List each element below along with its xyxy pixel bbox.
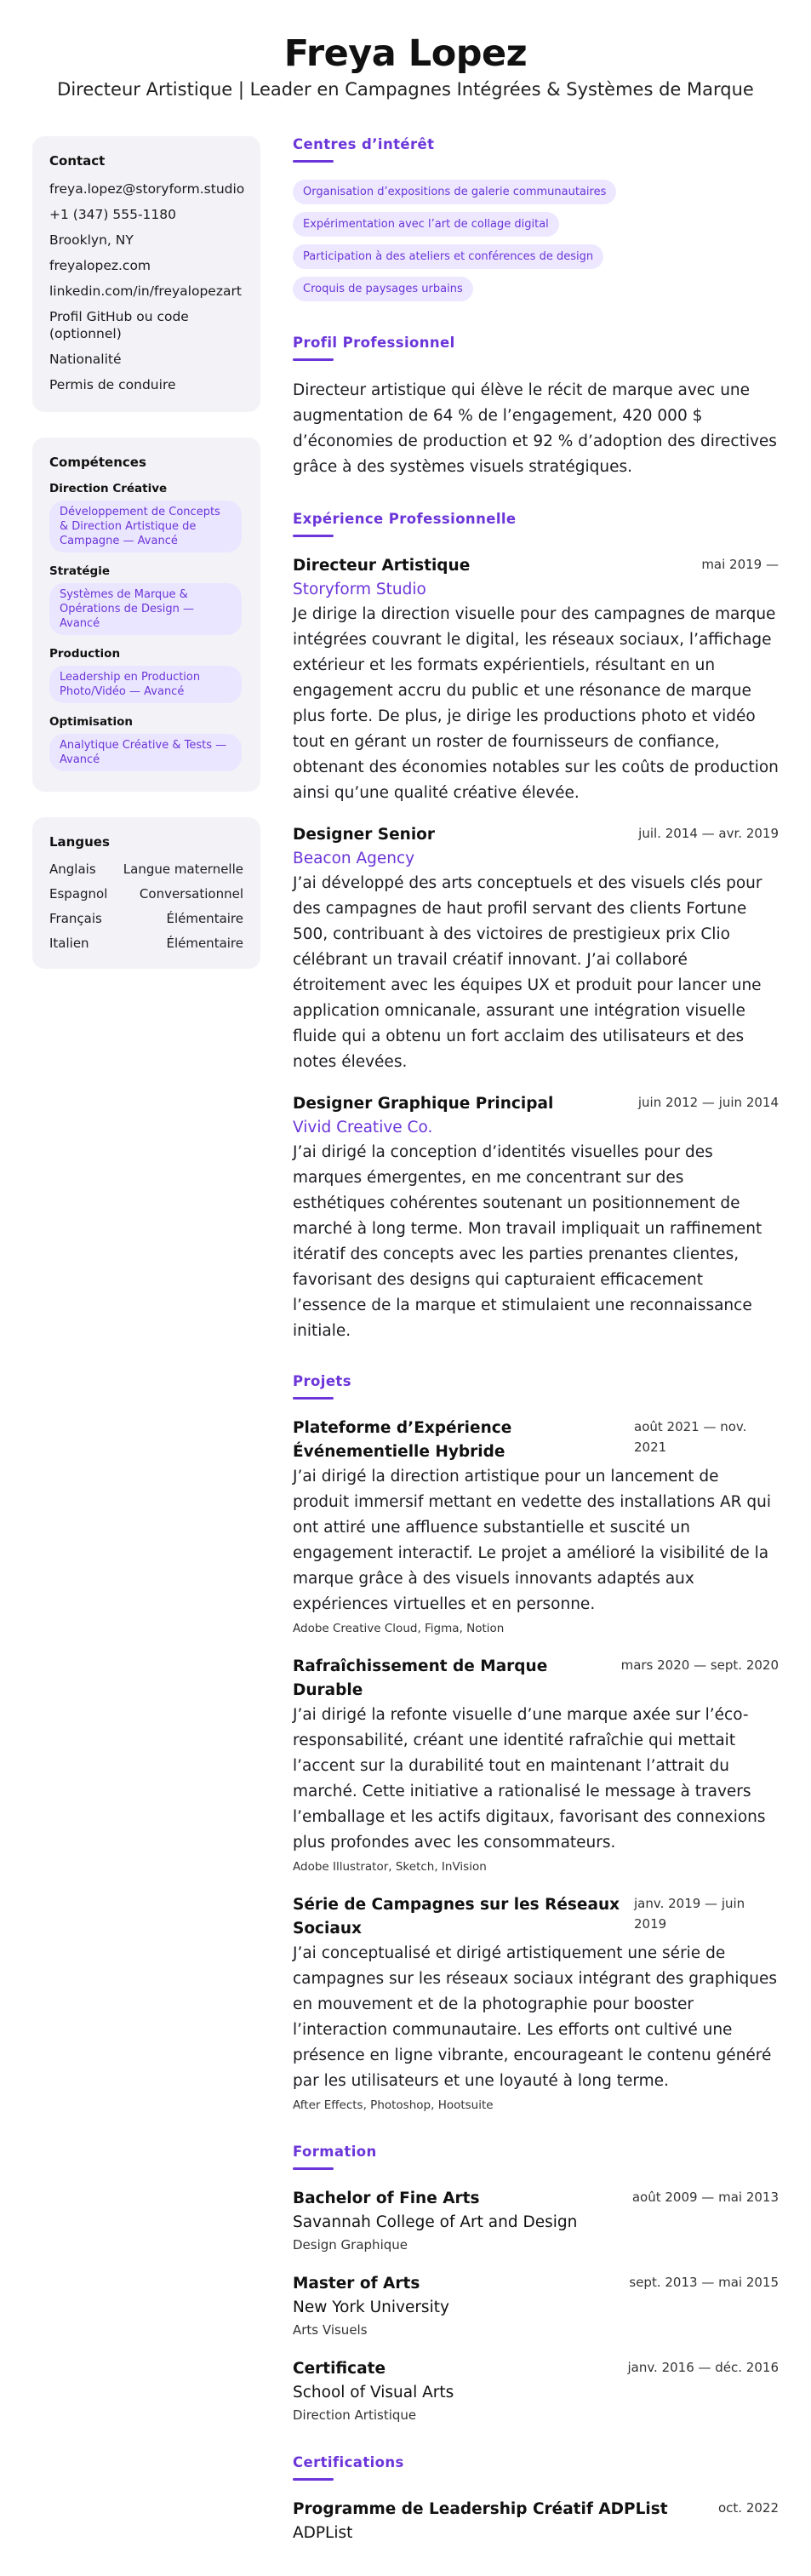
section-title: Projets (293, 1373, 351, 1389)
experience-entry (293, 554, 779, 806)
interest-list (293, 180, 779, 309)
skills-card (32, 438, 260, 792)
experience-entry (293, 1092, 779, 1344)
certifications-section (293, 2454, 779, 2545)
profile-section (293, 335, 779, 480)
language-row (49, 886, 243, 902)
contact-title: Contact (49, 153, 106, 169)
language-name: Espagnol (49, 886, 108, 902)
field-of-study: Direction Artistique (293, 2407, 417, 2423)
project-tools: Adobe Creative Cloud, Figma, Notion (293, 1622, 505, 1635)
project-entry (293, 1417, 779, 1638)
contact-linkedin[interactable]: linkedin.com/in/freyalopezart (49, 283, 242, 299)
job-title: Designer Graphique Principal (293, 1095, 554, 1113)
contact-license: Permis de conduire (49, 377, 176, 392)
school-name: Savannah College of Art and Design (293, 2213, 578, 2231)
language-level: Conversationnel (139, 886, 243, 902)
degree-name: Certificate (293, 2360, 386, 2378)
project-description: J’ai dirigé la direction artistique pour un lancement de produit immersif mettant en vedette des installations AR qui ont attiré une affluence substantielle et suscité un engagement interactif. Le projet a amélioré la visibilité de la marque grâce à des visuels innovants adaptés aux expériences virtuelles et en personne. (293, 1468, 771, 1613)
interests-section (293, 136, 779, 309)
language-name: Anglais (49, 862, 96, 877)
project-entry (293, 1893, 779, 2115)
education-entry (293, 2272, 779, 2340)
job-description: J’ai développé des arts conceptuels et des visuels clés pour des campagnes de haut profil servant des clients Fortune 500, contribuant à des victoires de prestigieux prix Clio célébrant un travail créatif innovant. J’ai collaboré étroitement avec les équipes UX et produit pour lancer une application omnicanale, assurant une intégration visuelle fluide qui a obtenu un fort acclaim des utilisateurs et des notes élevées. (293, 874, 762, 1071)
job-date: mai 2019 — (701, 557, 779, 572)
skill-group-title: Optimisation (49, 715, 134, 729)
degree-name: Master of Arts (293, 2275, 420, 2293)
skill-group-title: Direction Créative (49, 482, 168, 495)
education-date: janv. 2016 — déc. 2016 (627, 2360, 779, 2375)
experience-section (293, 511, 779, 1344)
profile-text: Directeur artistique qui élève le récit de marque avec une augmentation de 64 % de l’engagement, 420 000 $ d’économies de production et 92 % d’adoption des directives grâce à des systèmes visuels stratégiques. (293, 381, 777, 476)
skill-group-title: Production (49, 647, 121, 661)
skill-group (49, 647, 243, 703)
interest-pill: Croquis de paysages urbains (293, 277, 473, 301)
company-name: Beacon Agency (293, 850, 415, 867)
language-level: Langue maternelle (123, 862, 243, 877)
language-name: Italien (49, 936, 89, 951)
education-date: août 2009 — mai 2013 (631, 2190, 779, 2205)
project-tools: After Effects, Photoshop, Hootsuite (293, 2098, 494, 2112)
section-rule (293, 2478, 334, 2481)
certification-entry (293, 2498, 779, 2545)
contact-nationality: Nationalité (49, 352, 122, 367)
language-level: Élémentaire (166, 911, 243, 926)
resume-header (0, 0, 811, 102)
project-name: Plateforme d’Expérience Événementielle Hybride (293, 1419, 512, 1461)
job-title: Designer Senior (293, 826, 435, 844)
language-level: Élémentaire (166, 936, 243, 951)
job-date: juin 2012 — juin 2014 (637, 1095, 779, 1110)
section-rule (293, 1397, 334, 1400)
field-of-study: Design Graphique (293, 2237, 408, 2253)
skill-group (49, 564, 243, 635)
interest-pill: Organisation d’expositions de galerie communautaires (293, 180, 616, 204)
section-title: Formation (293, 2144, 377, 2160)
project-date: août 2021 — nov. 2021 (634, 1419, 747, 1455)
section-rule (293, 358, 334, 361)
certification-issuer: ADPList (293, 2524, 353, 2542)
project-entry (293, 1655, 779, 1876)
language-name: Français (49, 911, 102, 926)
candidate-name: Freya Lopez (283, 32, 528, 75)
section-title: Expérience Professionnelle (293, 511, 517, 527)
project-description: J’ai conceptualisé et dirigé artistiquement une série de campagnes sur les réseaux sociaux intégrant des graphiques en mouvement et de la photographie pour booster l’interaction communautaire. Les efforts ont cultivé une présence en ligne vibrante, encourageant le contenu généré par les utilisateurs et une loyauté à long terme. (293, 1944, 777, 2090)
project-date: janv. 2019 — juin 2019 (634, 1896, 745, 1932)
job-description: Je dirige la direction visuelle pour des campagnes de marque intégrées couvrant le digital, les réseaux sociaux, l’affichage extérieur et les formats expérientiels, résultant en un engagement accru du public et une résonance de marque plus forte. De plus, je dirige les productions photo et vidéo tout en gérant un roster de fournisseurs de confiance, obtenant des économies notables sur les coûts de production ainsi qu’une qualité créative élevée. (293, 605, 779, 802)
school-name: New York University (293, 2298, 449, 2316)
education-section (293, 2144, 779, 2425)
interest-pill: Expérimentation avec l’art de collage digital (293, 212, 559, 237)
field-of-study: Arts Visuels (293, 2322, 368, 2338)
contact-phone[interactable]: +1 (347) 555-1180 (49, 207, 177, 222)
project-date: mars 2020 — sept. 2020 (620, 1657, 779, 1673)
contact-card (32, 136, 260, 412)
degree-name: Bachelor of Fine Arts (293, 2190, 480, 2207)
candidate-headline: Directeur Artistique | Leader en Campagnes Intégrées & Systèmes de Marque (57, 79, 754, 100)
section-title: Profil Professionnel (293, 335, 455, 351)
project-name: Série de Campagnes sur les Réseaux Sociaux (293, 1896, 620, 1938)
section-title: Centres d’intérêt (293, 136, 435, 152)
main-column (293, 136, 779, 2576)
certification-name: Programme de Leadership Créatif ADPList (293, 2500, 668, 2518)
interest-pill: Participation à des ateliers et conférences de design (293, 244, 603, 269)
sidebar (32, 136, 260, 994)
job-date: juil. 2014 — avr. 2019 (638, 826, 779, 841)
contact-github: Profil GitHub ou code (optionnel) (49, 309, 189, 341)
job-title: Directeur Artistique (293, 557, 471, 575)
school-name: School of Visual Arts (293, 2384, 454, 2401)
certification-date: oct. 2022 (717, 2500, 779, 2516)
skill-pill: Systèmes de Marque & Opérations de Design — Avancé (49, 583, 242, 635)
skills-title: Compétences (49, 455, 146, 470)
section-rule (293, 2167, 334, 2170)
language-row (49, 911, 243, 926)
project-description: J’ai dirigé la refonte visuelle d’une marque axée sur l’éco-responsabilité, créant une identité rafraîchie qui mettait l’accent sur la durabilité tout en maintenant l’attrait du marché. Cette initiative a rationalisé le message à travers l’emballage et les actifs digitaux, favorisant des connexions plus profondes avec les consommateurs. (293, 1706, 766, 1852)
contact-location: Brooklyn, NY (49, 232, 134, 248)
languages-card (32, 817, 260, 969)
education-date: sept. 2013 — mai 2015 (629, 2275, 779, 2290)
education-entry (293, 2357, 779, 2425)
skill-pill: Développement de Concepts & Direction Artistique de Campagne — Avancé (49, 501, 242, 552)
language-row (49, 936, 243, 951)
contact-email[interactable]: freya.lopez@storyform.studio (49, 181, 245, 197)
language-row (49, 862, 243, 877)
company-name: Vivid Creative Co. (293, 1119, 433, 1136)
section-rule (293, 535, 334, 537)
skill-group (49, 482, 243, 552)
education-entry (293, 2187, 779, 2255)
skill-pill: Leadership en Production Photo/Vidéo — Avancé (49, 666, 242, 703)
projects-section (293, 1373, 779, 2115)
company-name: Storyform Studio (293, 581, 426, 598)
skill-group-title: Stratégie (49, 564, 111, 578)
section-title: Certifications (293, 2454, 404, 2470)
languages-title: Langues (49, 834, 110, 850)
experience-entry (293, 823, 779, 1075)
contact-website[interactable]: freyalopez.com (49, 258, 151, 273)
skill-pill: Analytique Créative & Tests — Avancé (49, 734, 242, 771)
project-name: Rafraîchissement de Marque Durable (293, 1657, 548, 1699)
job-description: J’ai dirigé la conception d’identités visuelles pour des marques émergentes, en me concentrant sur des esthétiques cohérentes soutenant un positionnement de marché à long terme. Mon travail impliquait un raffinement itératif des concepts avec les parties prenantes clientes, favorisant des designs qui capturaient efficacement l’essence de la marque et stimulaient une reconnaissance initiale. (293, 1143, 762, 1340)
section-rule (293, 160, 334, 163)
skill-group (49, 715, 243, 771)
project-tools: Adobe Illustrator, Sketch, InVision (293, 1860, 487, 1874)
